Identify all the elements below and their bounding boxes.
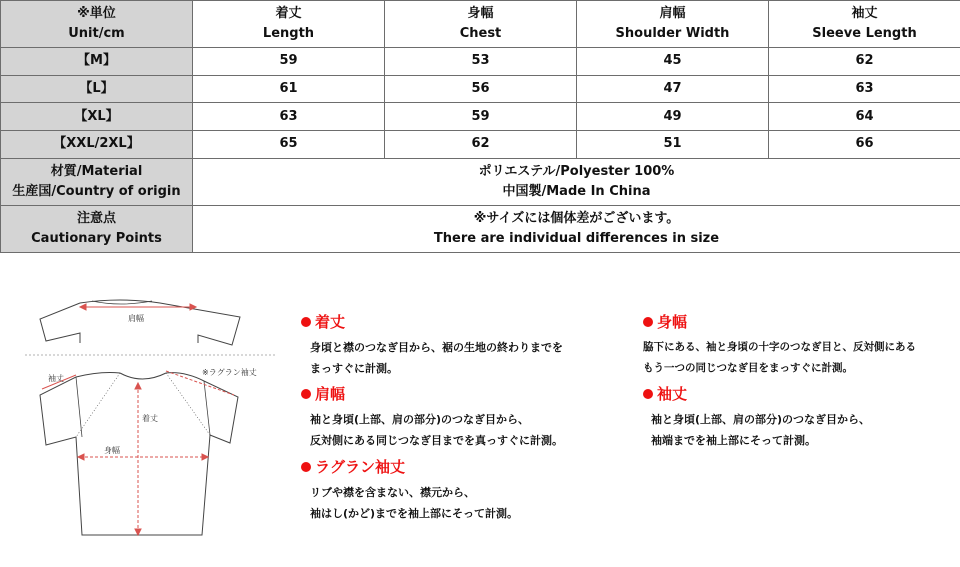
sleeve-description xyxy=(643,385,870,451)
caution-label-cell: 注意点 Cautionary Points xyxy=(1,205,193,252)
arrow-head xyxy=(135,529,141,535)
shoulder-text: 袖と身頃(上部、肩の部分)のつなぎ目から、 反対側にある同じつなぎ目までを真っすぐに計測。 xyxy=(310,413,563,447)
bullet-dot-icon xyxy=(301,389,311,399)
chest-text: 脇下にある、袖と身頃の十字のつなぎ目と、反対側にある もう一つの同じつなぎ目をまっすぐに計測。 xyxy=(643,341,916,374)
table-cell: 66 xyxy=(769,131,960,159)
length-label: 着丈 xyxy=(142,414,158,423)
raglan-description xyxy=(301,458,518,524)
sleeve-length-header-cell: 袖丈 Sleeve Length xyxy=(769,1,960,48)
table-cell: 63 xyxy=(193,103,385,131)
length-text: 身頃と襟のつなぎ目から、裾の生地の終わりまでを まっすぐに計測。 xyxy=(310,341,563,375)
table-cell: 61 xyxy=(193,75,385,103)
table-cell: 59 xyxy=(385,103,577,131)
table-cell: 63 xyxy=(769,75,960,103)
bullet-dot-icon xyxy=(643,389,653,399)
raglan-label: ※ラグラン袖丈 xyxy=(202,368,257,377)
sleeve-text: 袖と身頃(上部、肩の部分)のつなぎ目から、 袖端までを袖上部にそって計測。 xyxy=(651,413,871,447)
table-cell: 45 xyxy=(577,48,769,76)
length-title: 着丈 xyxy=(301,313,563,331)
table-row-m xyxy=(1,48,960,76)
table-cell: 59 xyxy=(193,48,385,76)
table-cell: 47 xyxy=(577,75,769,103)
bullet-dot-icon xyxy=(643,317,653,327)
unit-header-cell: ※単位 Unit/cm xyxy=(1,1,193,48)
length-header-cell: 着丈 Length xyxy=(193,1,385,48)
bullet-dot-icon xyxy=(301,317,311,327)
table-cell: 62 xyxy=(385,131,577,159)
table-row-l xyxy=(1,75,960,103)
shoulder-width-header-cell: 肩幅 Shoulder Width xyxy=(577,1,769,48)
raglan-title: ラグラン袖丈 xyxy=(301,458,518,476)
garment-measurement-diagram xyxy=(20,285,280,545)
table-cell: 56 xyxy=(385,75,577,103)
table-cell: 53 xyxy=(385,48,577,76)
bullet-dot-icon xyxy=(301,462,311,472)
size-table xyxy=(0,0,960,253)
sleeve-label: 袖丈 xyxy=(48,374,64,383)
chest-header-cell: 身幅 Chest xyxy=(385,1,577,48)
table-cell: 65 xyxy=(193,131,385,159)
raglan-text: リブや襟を含まない、襟元から、 袖はし(かど)までを袖上部にそって計測。 xyxy=(310,486,519,520)
size-label-cell: 【XL】 xyxy=(1,103,193,131)
size-label-cell: 【XXL/2XL】 xyxy=(1,131,193,159)
front-view-outline xyxy=(40,373,238,536)
size-label-cell: 【L】 xyxy=(1,75,193,103)
material-value-cell: ポリエステル/Polyester 100% 中国製/Made In China xyxy=(193,158,960,205)
table-cell: 49 xyxy=(577,103,769,131)
size-label-cell: 【M】 xyxy=(1,48,193,76)
arrow-head xyxy=(78,454,84,460)
shoulder-description xyxy=(301,385,563,451)
chest-title: 身幅 xyxy=(643,313,916,331)
chest-description xyxy=(643,313,916,379)
arrow-head xyxy=(80,304,86,310)
chest-label: 身幅 xyxy=(104,446,120,455)
material-row xyxy=(1,158,960,205)
table-cell: 51 xyxy=(577,131,769,159)
arrow-head xyxy=(202,454,208,460)
table-header-row xyxy=(1,1,960,48)
shoulder-label: 肩幅 xyxy=(128,314,144,323)
table-row-xxl xyxy=(1,131,960,159)
caution-row xyxy=(1,205,960,252)
sleeve-title: 袖丈 xyxy=(643,385,870,403)
arrow-head xyxy=(135,383,141,389)
material-label-cell: 材質/Material 生産国/Country of origin xyxy=(1,158,193,205)
shoulder-title: 肩幅 xyxy=(301,385,563,403)
table-cell: 64 xyxy=(769,103,960,131)
length-description xyxy=(301,313,563,379)
table-cell: 62 xyxy=(769,48,960,76)
table-row-xl xyxy=(1,103,960,131)
caution-value-cell: ※サイズには個体差がございます。 There are individual differences in size xyxy=(193,205,960,252)
